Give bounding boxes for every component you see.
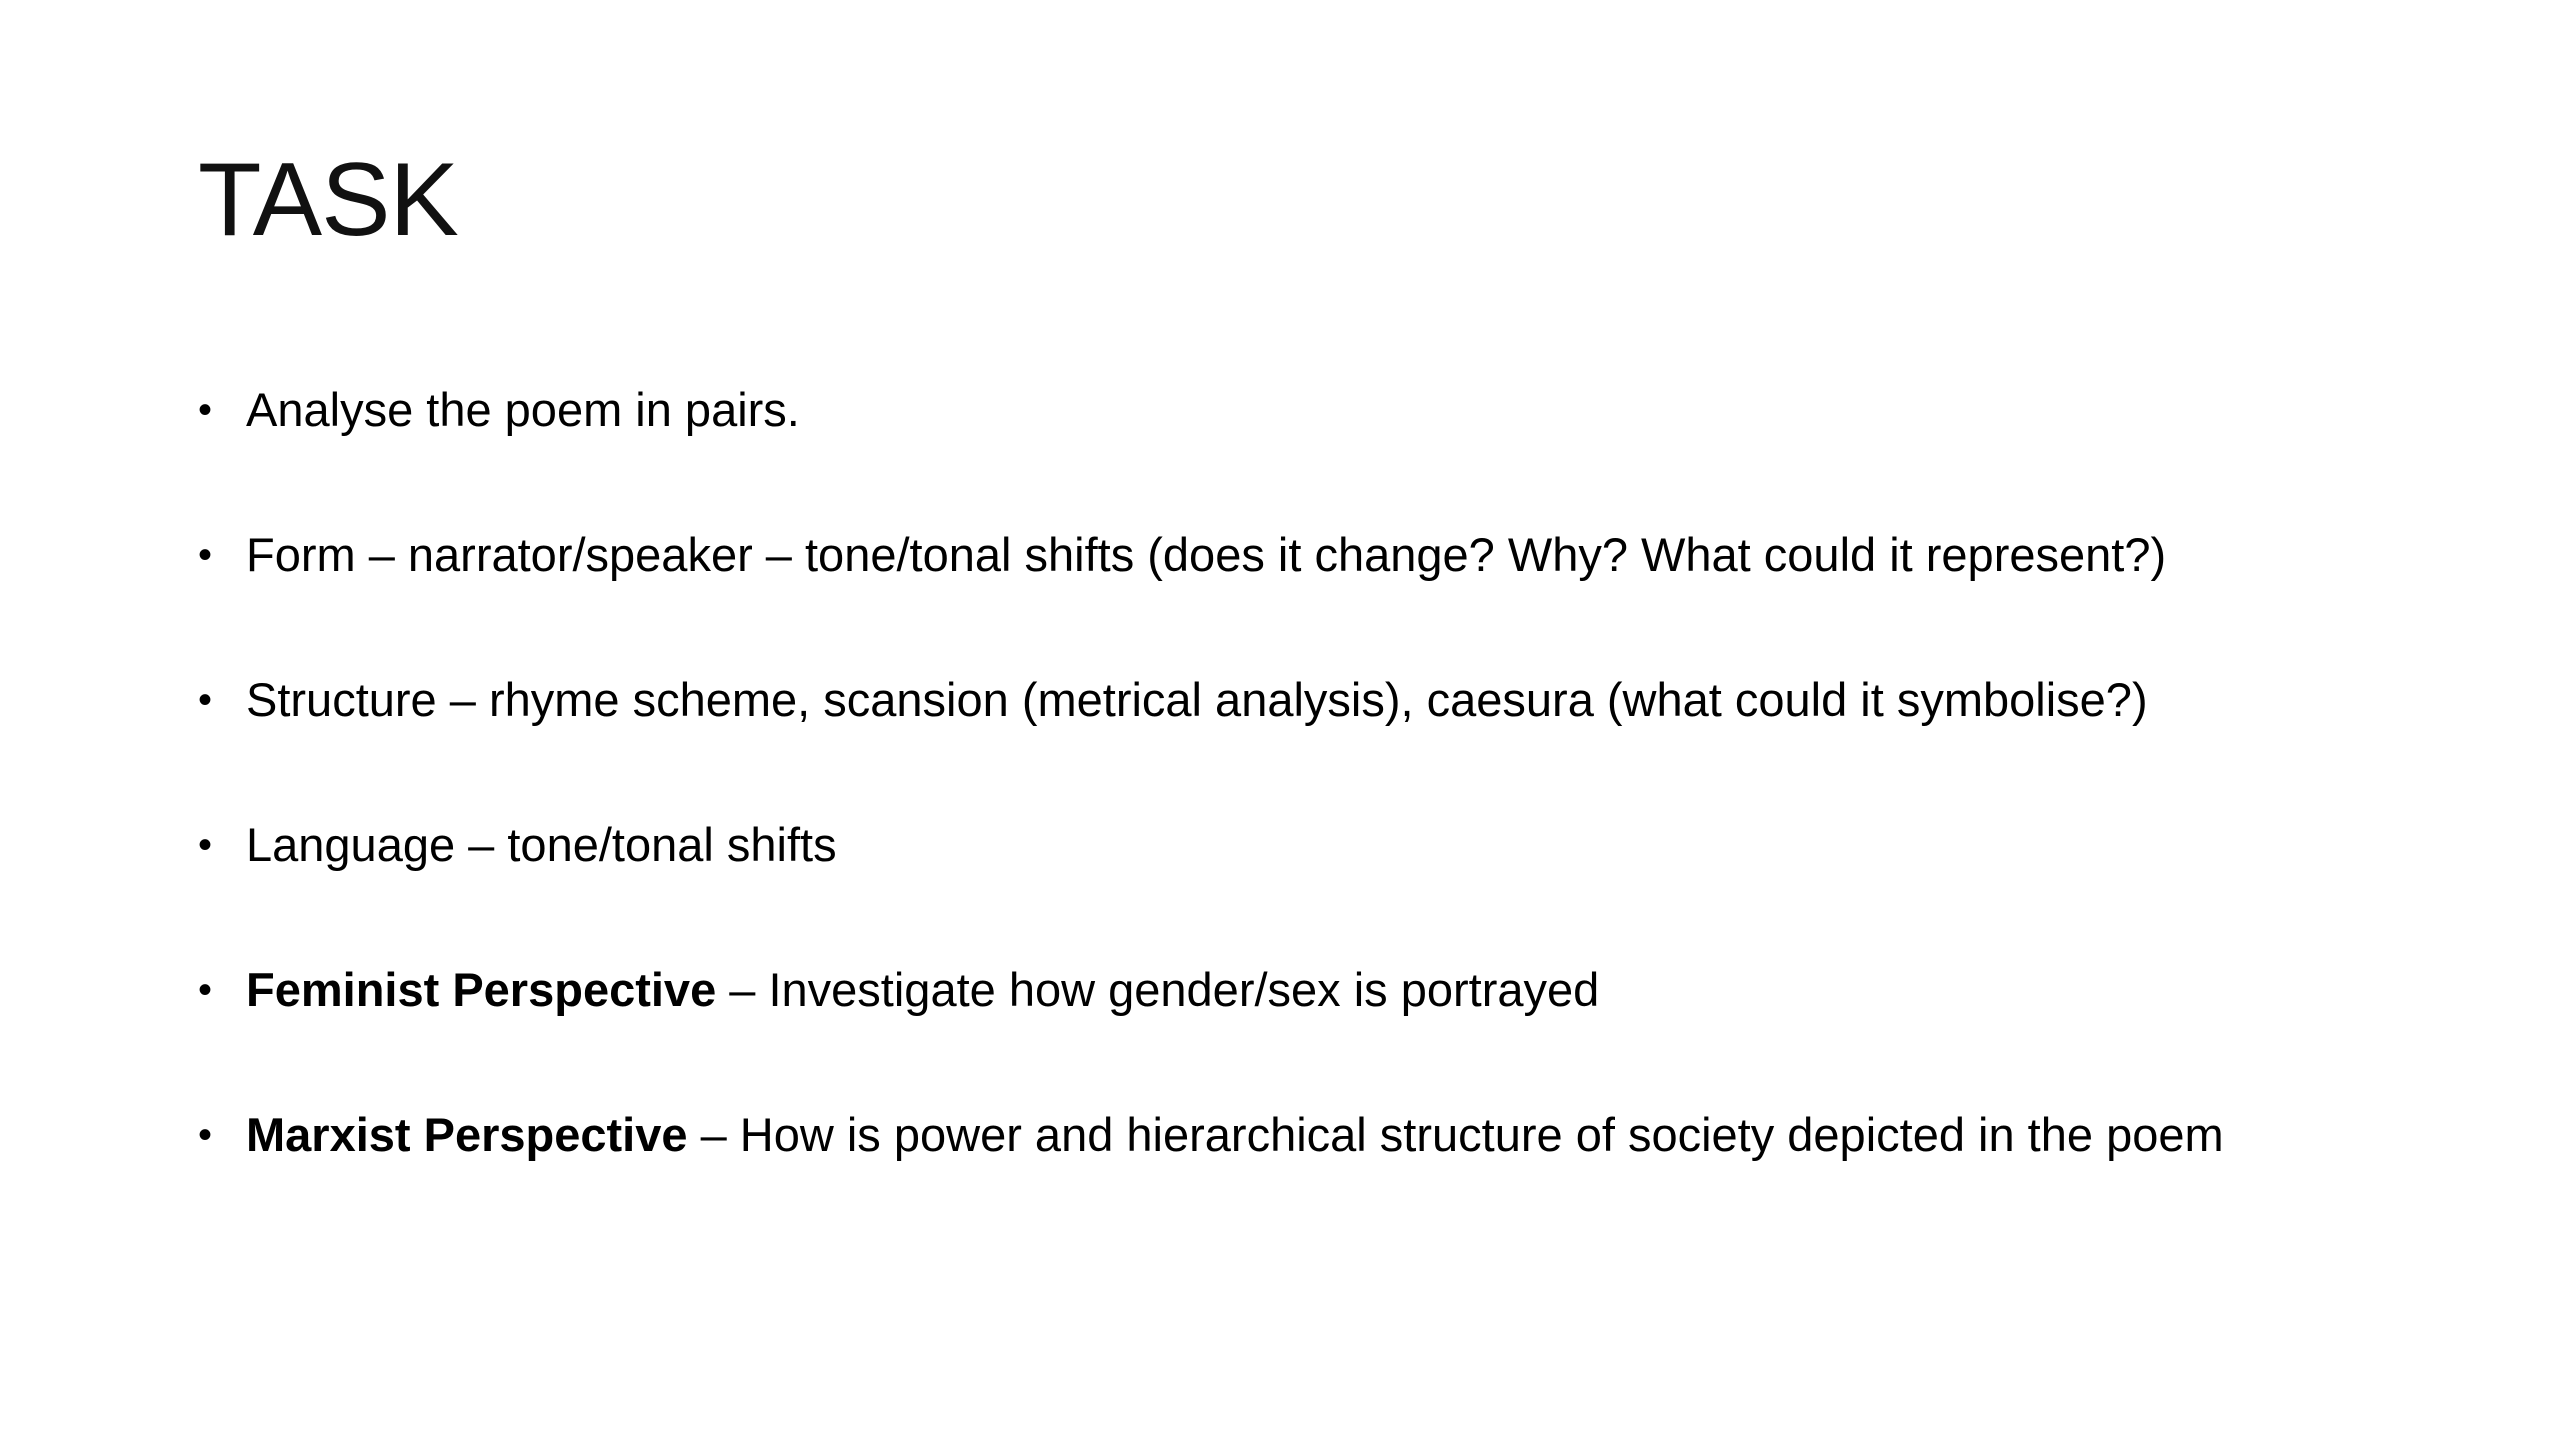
slide-title: TASK xyxy=(198,142,458,258)
bullet-item-form xyxy=(198,525,2438,670)
bullet-text xyxy=(246,815,2438,875)
bullet-plain-text: Form – narrator/speaker – tone/tonal shifts (does it change? Why? What could it represent?) xyxy=(246,528,2167,581)
bullet-icon: • xyxy=(198,823,213,867)
bullet-plain-text: Language – tone/tonal shifts xyxy=(246,818,837,871)
bullet-item-feminist xyxy=(198,960,2438,1105)
bullet-bold-text: Feminist Perspective xyxy=(246,963,717,1016)
bullet-icon: • xyxy=(198,678,213,722)
bullet-text xyxy=(246,670,2438,730)
bullet-text xyxy=(246,1105,2438,1165)
bullet-text xyxy=(246,380,2438,440)
bullet-item-analyse xyxy=(198,380,2438,525)
bullet-plain-text: – How is power and hierarchical structure of society depicted in the poem xyxy=(687,1108,2224,1161)
bullet-icon: • xyxy=(198,533,213,577)
bullet-text xyxy=(246,960,2438,1020)
bullet-item-marxist xyxy=(198,1105,2438,1250)
bullet-bold-text: Marxist Perspective xyxy=(246,1108,688,1161)
bullet-item-language xyxy=(198,815,2438,960)
bullet-plain-text: – Investigate how gender/sex is portrayed xyxy=(716,963,1600,1016)
bullet-item-structure xyxy=(198,670,2438,815)
bullet-icon: • xyxy=(198,968,213,1012)
bullet-icon: • xyxy=(198,1113,213,1157)
bullet-plain-text: Analyse the poem in pairs. xyxy=(246,383,800,436)
bullet-plain-text: Structure – rhyme scheme, scansion (metrical analysis), caesura (what could it symbolise?) xyxy=(246,673,2148,726)
bullet-list xyxy=(198,380,2438,1250)
bullet-icon: • xyxy=(198,388,213,432)
bullet-text xyxy=(246,525,2438,585)
